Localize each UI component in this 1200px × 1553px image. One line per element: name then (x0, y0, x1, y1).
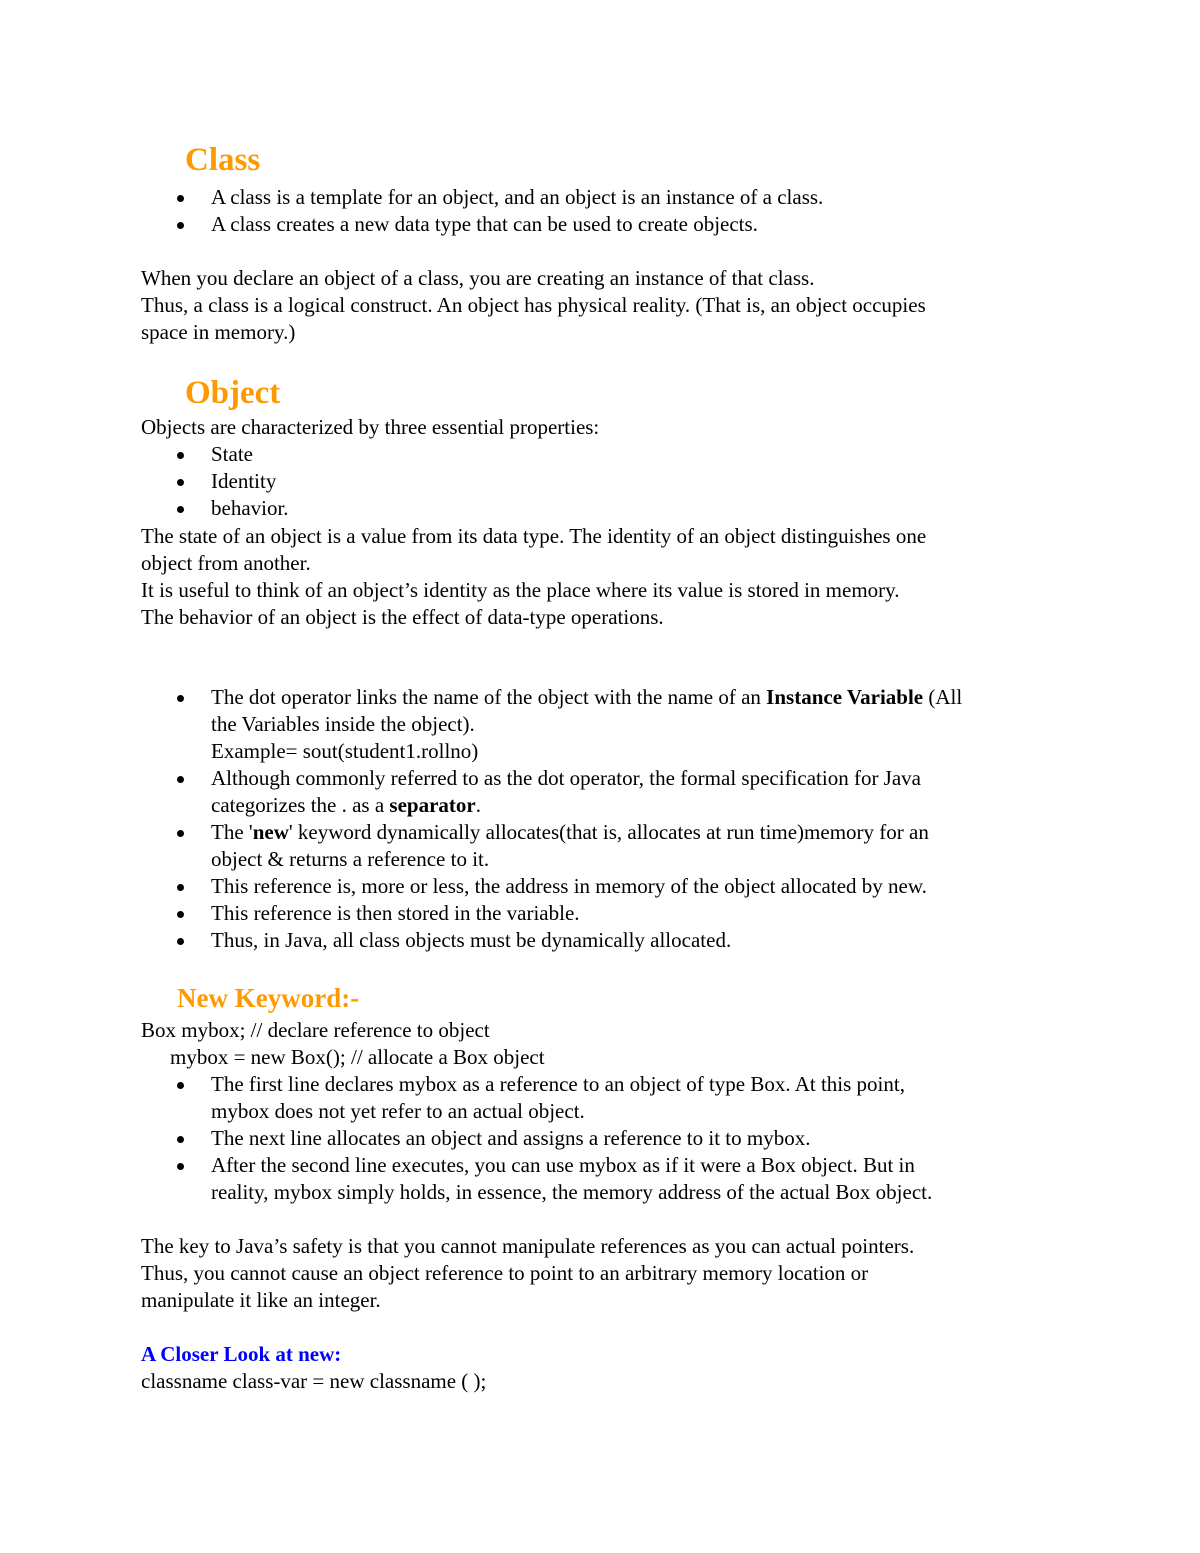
new-keyword-bullet (141, 819, 1061, 873)
paragraph-line: Thus, a class is a logical construct. An object has physical reality. (That is, an object occupies (141, 293, 926, 317)
paragraph-line: The state of an object is a value from its data type. The identity of an object distinguishes one (141, 524, 927, 548)
dynamic-allocation-bullet: Thus, in Java, all class objects must be dynamically allocated. (141, 927, 1061, 954)
paragraph-line: The key to Java’s safety is that you cannot manipulate references as you can actual pointers. (141, 1234, 915, 1258)
bullet-line: object & returns a reference to it. (211, 847, 490, 871)
text-run: (All (923, 685, 963, 709)
bullet-line: After the second line executes, you can use mybox as if it were a Box object. But in (211, 1153, 915, 1177)
dot-operator-bullet (141, 684, 1061, 765)
bullet-line: reality, mybox simply holds, in essence, the memory address of the actual Box object. (211, 1180, 933, 1204)
text-run: . (475, 793, 481, 817)
instance-variable-term: Instance Variable (766, 685, 924, 709)
class-bullet-item: A class is a template for an object, and an object is an instance of a class. (141, 184, 1061, 211)
bullet-line (211, 819, 1061, 846)
class-bullet-item: A class creates a new data type that can be used to create objects. (141, 211, 1061, 238)
first-line-bullet (141, 1071, 1061, 1125)
object-property-item: behavior. (141, 495, 1061, 522)
class-heading: Class (185, 142, 261, 178)
text-run: categorizes the . as a (211, 793, 390, 817)
reference-stored-bullet: This reference is then stored in the variable. (141, 900, 1061, 927)
object-paragraph (141, 523, 1061, 631)
new-term: new (252, 820, 289, 844)
bullet-line (211, 684, 1061, 711)
class-paragraph (141, 265, 1061, 346)
object-heading: Object (185, 375, 281, 411)
dot-operator-bullet-list (141, 684, 1061, 954)
bullet-line: Although commonly referred to as the dot operator, the formal specification for Java (211, 766, 922, 790)
object-properties-list (141, 441, 1061, 522)
safety-paragraph (141, 1233, 1061, 1314)
paragraph-line: Thus, you cannot cause an object reference to point to an arbitrary memory location or (141, 1261, 869, 1285)
code-line-allocate: mybox = new Box(); // allocate a Box object (170, 1045, 545, 1069)
bullet-line: The first line declares mybox as a reference to an object of type Box. At this point, (211, 1072, 905, 1096)
second-line-bullet (141, 1152, 1061, 1206)
bullet-line: mybox does not yet refer to an actual object. (211, 1099, 585, 1123)
bullet-line: the Variables inside the object). (211, 712, 475, 736)
object-property-item: State (141, 441, 1061, 468)
object-property-item: Identity (141, 468, 1061, 495)
separator-bullet (141, 765, 1061, 819)
paragraph-line: It is useful to think of an object’s identity as the place where its value is stored in memory. (141, 578, 900, 602)
new-keyword-heading: New Keyword:- (177, 983, 360, 1013)
class-bullet-list (141, 184, 1061, 238)
reference-address-bullet: This reference is, more or less, the address in memory of the object allocated by new. (141, 873, 1061, 900)
text-run: ' keyword dynamically allocates(that is, allocates at run time)memory for an (288, 820, 929, 844)
next-line-bullet: The next line allocates an object and assigns a reference to it to mybox. (141, 1125, 1061, 1152)
code-line-declare: Box mybox; // declare reference to object (141, 1018, 490, 1042)
paragraph-line: When you declare an object of a class, you are creating an instance of that class. (141, 266, 815, 290)
separator-term: separator (389, 793, 476, 817)
closer-look-heading: A Closer Look at new: (141, 1342, 342, 1366)
new-syntax-line: classname class-var = new classname ( ); (141, 1369, 487, 1393)
object-intro: Objects are characterized by three essential properties: (141, 415, 600, 439)
paragraph-line: object from another. (141, 551, 311, 575)
bullet-line: Example= sout(student1.rollno) (211, 739, 479, 763)
paragraph-line: The behavior of an object is the effect of data-type operations. (141, 605, 664, 629)
bullet-line (211, 792, 1061, 819)
paragraph-line: manipulate it like an integer. (141, 1288, 381, 1312)
text-run: The dot operator links the name of the object with the name of an (211, 685, 767, 709)
paragraph-line: space in memory.) (141, 320, 296, 344)
text-run: The ' (211, 820, 253, 844)
new-keyword-bullet-list (141, 1071, 1061, 1206)
